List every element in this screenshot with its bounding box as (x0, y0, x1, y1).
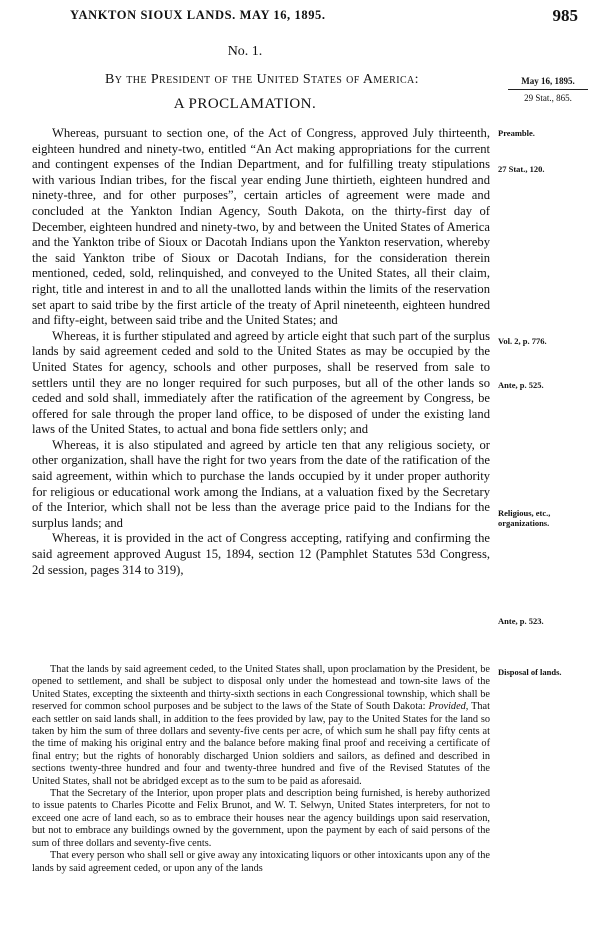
quoted-statute (32, 664, 490, 875)
margin-vol2: Vol. 2, p. 776. (498, 336, 547, 346)
proclamation-title: A PROCLAMATION. (173, 96, 317, 112)
document-number: No. 1. (227, 44, 263, 59)
paragraph-whereas-4: Whereas, it is provided in the act of Congress accepting, ratifying and confirming the said agreement approved August 15, 1894, section 12 (Pamphlet Statutes 53d Congress, 2d session, pages 314 to 319), (32, 531, 490, 577)
provided-word: Provided, (428, 701, 469, 713)
running-title: YANKTON SIOUX LANDS. MAY 16, 1895. (70, 8, 326, 22)
margin-religious: Religious, etc., organizations. (498, 508, 551, 528)
margin-ante-525: Ante, p. 525. (498, 380, 544, 390)
margin-divider (508, 89, 588, 90)
margin-date: May 16, 1895. (521, 76, 575, 86)
margin-preamble: Preamble. (498, 128, 535, 138)
byline: By the President of the United States of America: (105, 72, 419, 87)
statute-text: That the lands by said agreement ceded, to the United States shall, upon proclamation by the President, be opened to settlement, and shall be subject to disposal only under the homestead and town-site laws of the United States, excepting the sixteenth and thirty-sixth sections in each Congressional township, which shall be reserved for common school purposes and be subject to the laws of the State of South Dakota: (32, 664, 490, 713)
page-number: 985 (552, 6, 578, 25)
statute-paragraph-1 (32, 664, 490, 788)
paragraph-whereas-3: Whereas, it is also stipulated and agreed by article ten that any religious society, or other organization, shall have the right for two years from the date of the ratification of the said agreement, within which to purchase the lands occupied by it under proper authority for religious or educational work among the Indians, at a valuation fixed by the Secretary of the Interior, which shall not be less than the average price paid to the Indians for the surplus lands; and (32, 437, 490, 530)
margin-disposal: Disposal of lands. (498, 667, 562, 677)
paragraph-whereas-2: Whereas, it is further stipulated and agreed by article eight that such part of the surplus lands by said agreement ceded and sold to the United States as may be occupied by the United States for agency, schools and other purposes, shall be reserved from sale to settlers until they are no longer required for such purposes, but all of the other lands so ceded and sold shall, immediately after the ratification of the agreement by Congress, be offered for sale through the proper land office, to be disposed of under the existing land laws of the United States, to actual and bona fide settlers only; and (32, 328, 490, 437)
margin-stat-120: 27 Stat., 120. (498, 164, 545, 174)
running-head (0, 8, 600, 26)
margin-ante-523: Ante, p. 523. (498, 616, 544, 626)
statute-paragraph-2: That the Secretary of the Interior, upon proper plats and description being furnished, is hereby authorized to issue patents to Charles Picotte and Felix Brunot, and W. T. Selwyn, United States interpreters, for not to exceed one acre of land each, so as to embrace their houses near the agency buildings upon said reservation, but not to embrace any buildings owned by the government, upon the payment by each of said persons of the sum of three dollars and seventy-five cents. (32, 788, 490, 849)
margin-statute: 29 Stat., 865. (524, 93, 572, 103)
paragraph-whereas-1: Whereas, pursuant to section one, of the Act of Congress, approved July thirteenth, eighteen hundred and ninety-two, entitled “An Act making appropriations for the current and contingent expenses of the Indian Department, and for fulfilling treaty stipulations with various Indian tribes, for the fiscal year ending June thirtieth, eighteen hundred and ninety-three, and for other purposes”, certain articles of agreement were made and concluded at the Yankton Indian Agency, South Dakota, on the thirty-first day of December, eighteen hundred and ninety-two, by and between the United States of America and the Yankton tribe of Sioux or Dacotah Indians upon the Yankton reservation, whereby the said Yankton tribe of Sioux or Dacotah Indians, for the consideration therein mentioned, ceded, sold, relinquished, and conveyed to the United States, all their claim, right, title and interest in and to all the unallotted lands within the limits of the reservation set apart to said tribe by the first article of the treaty of April nineteenth, eighteen hundred and fifty-eight, between said tribe and the United States; and (32, 126, 490, 328)
preamble-text (32, 126, 490, 578)
statute-text: That each settler on said lands shall, in addition to the fees provided by law, pay to the United States for the land so taken by him the sum of three dollars and seventy-five cents per acre, of which sum he shall pay fifty cents at the time of making his original entry and the balance before making final proof and receiving a certificate of final entry; but the rights of honorably discharged Union soldiers and sailors, as defined and described in sections twenty-three hundred and four and twenty-three hundred and five of the Revised Statutes of the United States, shall not be abridged except as to the sum to be paid as aforesaid. (32, 701, 490, 787)
statute-paragraph-3: That every person who shall sell or give away any intoxicating liquors or other intoxicants upon any of the lands by said agreement ceded, or upon any of the lands (32, 850, 490, 874)
